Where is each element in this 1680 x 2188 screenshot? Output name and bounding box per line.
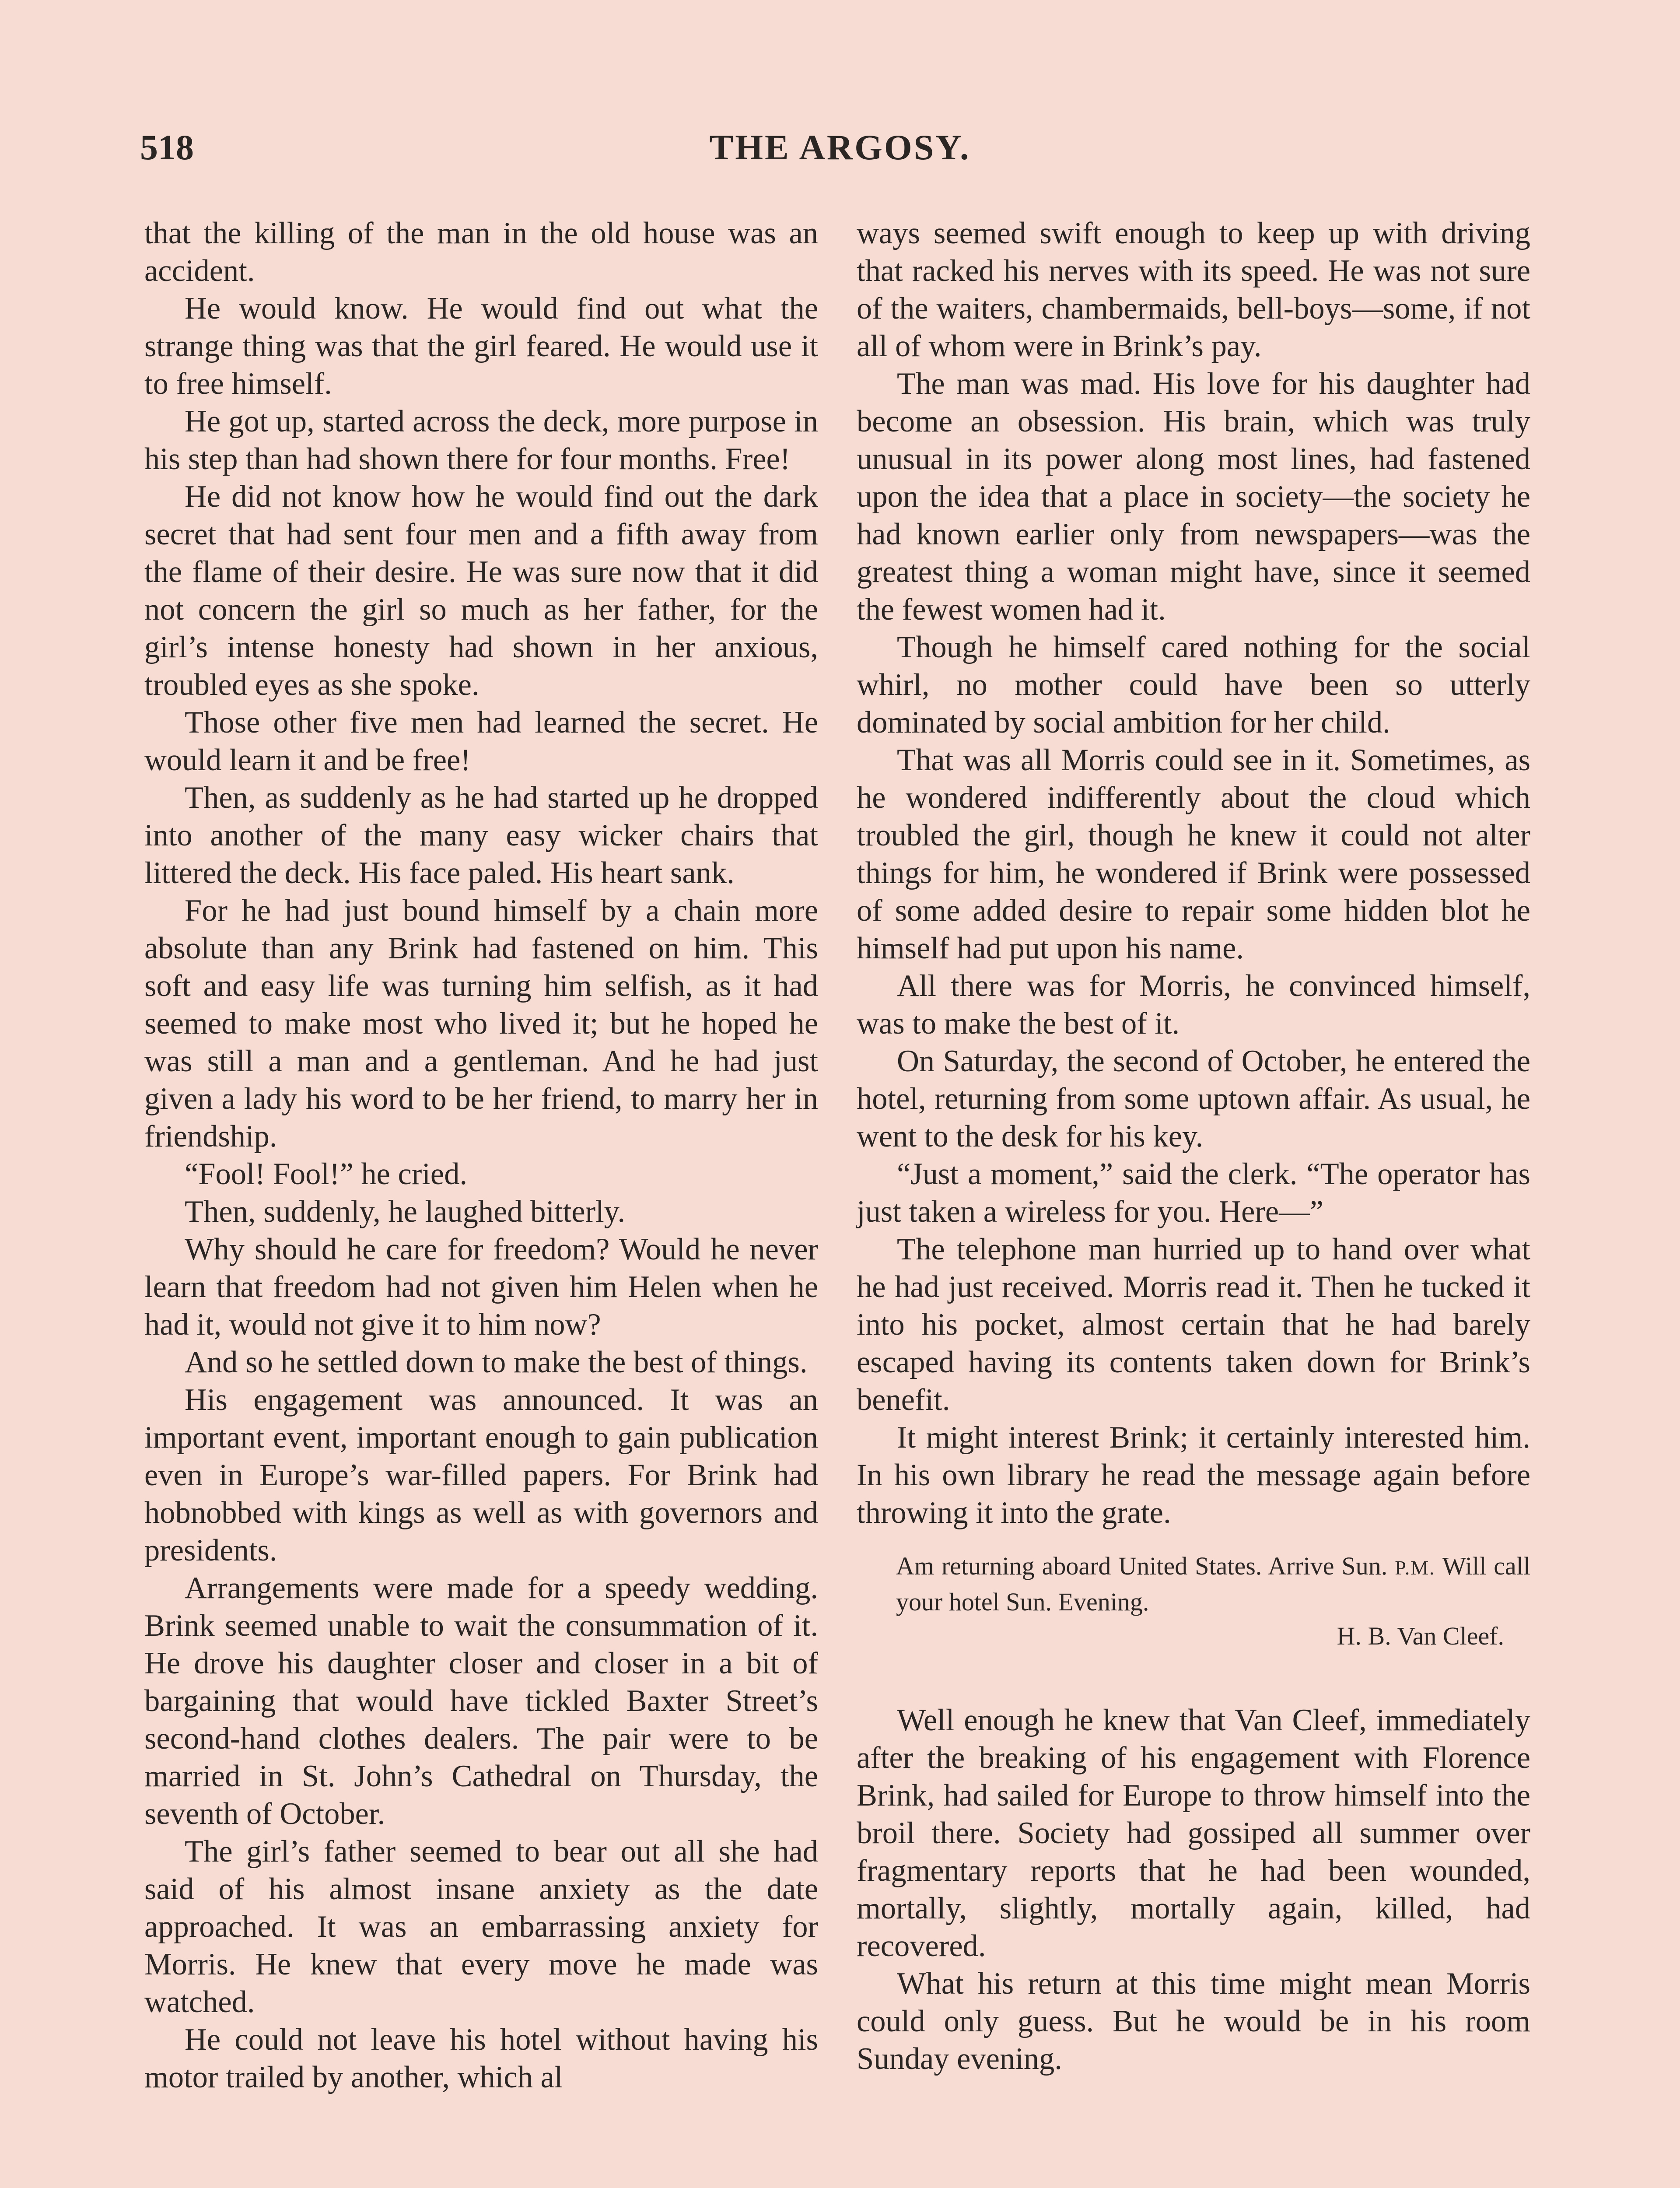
paragraph: He could not leave his hotel without having his motor trailed by another, which al bbox=[144, 2023, 818, 2094]
paragraph: He did not know how he would find out the dark secret that had sent four men and a fifth away from the flame of their desire. He was sure now that it did not concern the girl so much as her father, for the girl’s intense honesty had shown in her anxious, troubled eyes as she spoke. bbox=[144, 480, 818, 702]
paragraph: For he had just bound himself by a chain more absolute than any Brink had fastened on him. This soft and easy life was turning him selfish, as it had seemed to make most who lived it; but he hoped he was still a man and a gentleman. And he had just given a lady his word to be her friend, to marry her in friendship. bbox=[144, 894, 818, 1154]
paragraph: Then, as suddenly as he had started up he dropped into another of the many easy wicker chairs that littered the deck. His face paled. His heart sank. bbox=[144, 781, 818, 890]
running-title: THE ARGOSY. bbox=[709, 127, 971, 167]
paragraph: “Fool! Fool!” he cried. bbox=[185, 1157, 468, 1191]
wireless-text bbox=[896, 1549, 1530, 1619]
paragraph: The telephone man hurried up to hand over what he had just received. Morris read it. Then he tucked it into his pocket, almost certain that he had barely escaped having its contents taken down for Brink’s benefit. bbox=[857, 1232, 1530, 1417]
paragraph: Well enough he knew that Van Cleef, immediately after the breaking of his engagement with Florence Brink, had sailed for Europe to throw himself into the broil there. Society had gossiped all summer over fragmentary reports that he had been wounded, mortally, slightly, mortally again, killed, had recovered. bbox=[857, 1703, 1530, 1963]
wireless-line-1: Am returning aboard United States. Arrive Sun. bbox=[896, 1552, 1388, 1580]
right-column-bottom bbox=[857, 1701, 1530, 2078]
paragraph: All there was for Morris, he convinced himself, was to make the best of it. bbox=[857, 969, 1530, 1041]
paragraph: Why should he care for freedom? Would he never learn that freedom had not given him Helen when he had it, would not give it to him now? bbox=[144, 1232, 818, 1342]
page-header bbox=[140, 127, 1540, 179]
right-column-top bbox=[857, 214, 1530, 1532]
left-column bbox=[144, 214, 818, 2096]
paragraph: The man was mad. His love for his daughter had become an obsession. His brain, which was truly unusual in its power along most lines, had fastened upon the idea that a place in society—the society he had known earlier only from newspapers—was the greatest thing a woman might have, since it seemed the fewest women had it. bbox=[857, 367, 1530, 627]
paragraph: Then, suddenly, he laughed bitterly. bbox=[185, 1195, 625, 1229]
paragraph: “Just a moment,” said the clerk. “The operator has just taken a wireless for you. Here—” bbox=[857, 1157, 1530, 1229]
wireless-line-2: Will call your hotel Sun. Evening. bbox=[896, 1552, 1531, 1616]
paragraph: Those other five men had learned the secret. He would learn it and be free! bbox=[144, 705, 818, 777]
paragraph: And so he settled down to make the best of things. bbox=[185, 1345, 808, 1379]
paragraph: It might interest Brink; it certainly interested him. In his own library he read the message again before throwing it into the grate. bbox=[857, 1420, 1530, 1530]
paragraph: He would know. He would find out what the strange thing was that the girl feared. He would use it to free himself. bbox=[144, 291, 818, 401]
paragraph: Though he himself cared nothing for the social whirl, no mother could have been so utterly dominated by social ambition for her child. bbox=[857, 630, 1530, 740]
wireless-signature: H. B. Van Cleef. bbox=[1337, 1622, 1504, 1650]
paragraph: What his return at this time might mean Morris could only guess. But he would be in his room Sunday evening. bbox=[857, 1967, 1530, 2076]
paragraph: He got up, started across the deck, more purpose in his step than had shown there for four months. Free! bbox=[144, 404, 818, 476]
paragraph: On Saturday, the second of October, he entered the hotel, returning from some uptown affair. As usual, he went to the desk for his key. bbox=[857, 1044, 1530, 1154]
paragraph: ways seemed swift enough to keep up with driving that racked his nerves with its speed. He was not sure of the waiters, chambermaids, bell-boys—some, if not all of whom were in Brink’s pay. bbox=[857, 216, 1530, 363]
paragraph: That was all Morris could see in it. Sometimes, as he wondered indifferently about the cloud which troubled the girl, though he knew it could not alter things for him, he wondered if Brink were possessed of some added desire to repair some hidden blot he himself had put upon his name. bbox=[857, 743, 1530, 965]
paragraph: His engagement was announced. It was an important event, important enough to gain publication even in Europe’s war-filled papers. For Brink had hobnobbed with kings as well as with governors and presidents. bbox=[144, 1383, 818, 1567]
paragraph: Arrangements were made for a speedy wedding. Brink seemed unable to wait the consummation of it. He drove his daughter closer and closer in a bit of bargaining that would have tickled Baxter Street’s second-hand clothes dealers. The pair were to be married in St. John’s Cathedral on Thursday, the seventh of October. bbox=[144, 1571, 818, 1831]
wireless-pm: P.M. bbox=[1395, 1557, 1435, 1579]
right-column bbox=[857, 214, 1530, 2078]
paragraph: The girl’s father seemed to bear out all she had said of his almost insane anxiety as the date approached. It was an embarrassing anxiety for Morris. He knew that every move he made was watched. bbox=[144, 1834, 818, 2019]
page-number: 518 bbox=[140, 127, 194, 167]
wireless-message bbox=[896, 1549, 1530, 1653]
paragraph: that the killing of the man in the old house was an accident. bbox=[144, 216, 818, 288]
